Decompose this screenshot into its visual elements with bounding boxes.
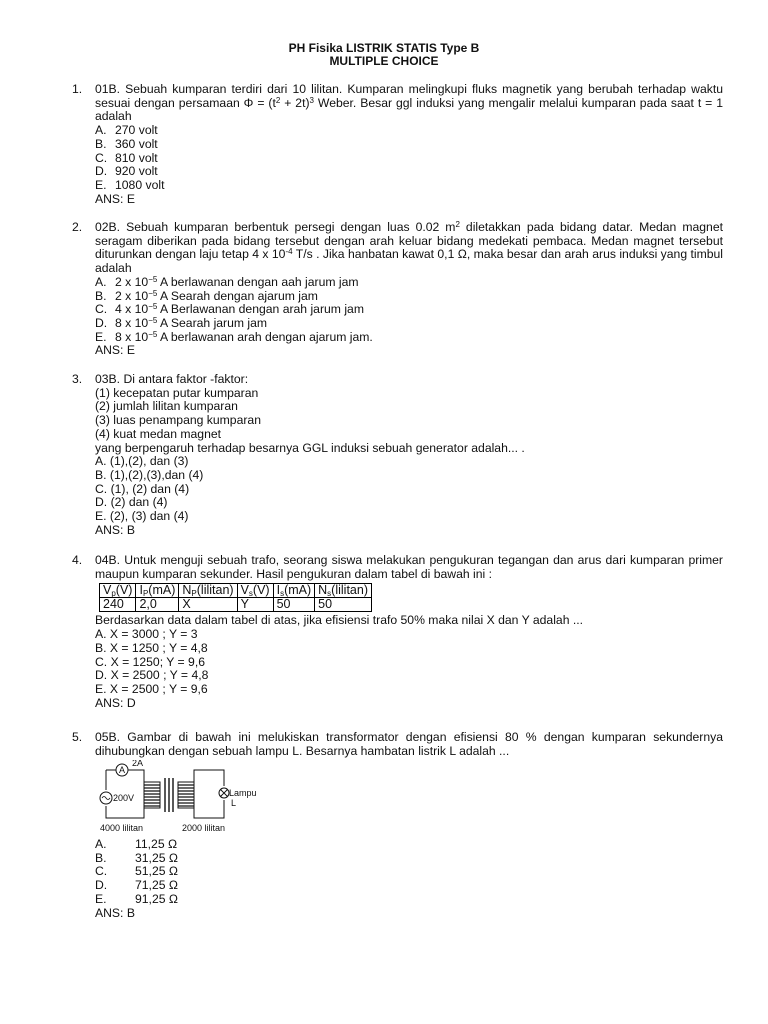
question-stem: 01B. Sebuah kumparan terdiri dari 10 lilitan. Kumparan melingkupi fluks magnetik yang berubah terhadap waktu sesuai dengan persamaan $\Phi = (t^2 + 2t)^3$ Weber. Besar ggl induksi yang mengalir melalui kumparan pada saat t = 1 adalah bbox=[95, 82, 723, 124]
option-b: B. 360 volt bbox=[95, 136, 158, 151]
current-label: 2A bbox=[132, 760, 144, 768]
option-b: B. 31,25 Ω bbox=[95, 850, 178, 865]
question-number: 2. bbox=[72, 220, 83, 234]
factor-item: (1) kecepatan putar kumparan bbox=[95, 385, 259, 400]
factor-item: (2) jumlah lilitan kumparan bbox=[95, 399, 238, 414]
secondary-coil-icon bbox=[178, 782, 194, 808]
option-a: A. 2 x $10^{-5}$ A berlawanan dengan aah jarum jam bbox=[95, 274, 359, 289]
question-stem-continued: Berdasarkan data dalam tabel di atas, jika efisiensi trafo 50% maka nilai X dan Y adalah ... bbox=[95, 613, 584, 628]
option-c: C. (1), (2) dan (4) bbox=[95, 481, 190, 496]
iron-core-icon bbox=[165, 778, 173, 812]
primary-coil-icon bbox=[144, 782, 160, 808]
factor-item: (3) luas penampang kumparan bbox=[95, 413, 261, 428]
question-stem: 02B. Sebuah kumparan berbentuk persegi dengan luas 0.02 $m^2$ diletakkan pada bidang datar. Medan magnet seragam diberikan pada bidang tersebut dengan arah keluar bidang medekati pembaca. Medan magnet tersebut diturunkan dengan laju tetap 4 x $10^{-4}$ T/s . Jika hanbatan kawat 0,1 Ω, maka besar dan arah arus induksi yang timbul adalah bbox=[95, 220, 724, 276]
answer-key: ANS: E bbox=[95, 343, 135, 358]
option-e: E. (2), (3) dan (4) bbox=[95, 509, 189, 524]
option-c: C. X = 1250; Y = 9,6 bbox=[95, 654, 205, 669]
option-a: A. 11,25 Ω bbox=[95, 837, 178, 851]
source-voltage-label: 200V bbox=[113, 793, 135, 803]
table-header-cell: $V_p(V)$ bbox=[100, 584, 136, 598]
option-c: C. 4 x $10^{-5}$ A Berlawanan dengan arah jarum jam bbox=[95, 302, 364, 317]
question-number: 5. bbox=[72, 730, 83, 744]
table-cell: Y bbox=[237, 598, 273, 612]
option-b: B. 2 x $10^{-5}$ A Searah dengan ajarum jam bbox=[95, 288, 318, 303]
option-a: A. (1),(2), dan (3) bbox=[95, 454, 189, 469]
option-d: D. 8 x $10^{-5}$ A Searah jarum jam bbox=[95, 315, 268, 330]
option-d: D. X = 2500 ; Y = 4,8 bbox=[95, 668, 209, 683]
option-d: D. 71,25 Ω bbox=[95, 878, 178, 893]
table-cell: 2,0 bbox=[136, 598, 179, 612]
answer-key: ANS: E bbox=[95, 191, 135, 206]
table-header-cell: $I_P(mA)$ bbox=[136, 584, 179, 598]
answer-key: ANS: B bbox=[95, 522, 135, 537]
primary-turns-label: 4000 lilitan bbox=[100, 823, 144, 833]
secondary-turns-label: 2000 lilitan bbox=[182, 823, 226, 833]
table-cell: 50 bbox=[273, 598, 315, 612]
option-e: E. X = 2500 ; Y = 9,6 bbox=[95, 681, 208, 696]
question-stem-continued: yang berpengaruh terhadap besarnya GGL induksi sebuah generator adalah... . bbox=[95, 440, 525, 455]
answer-key: ANS: B bbox=[95, 905, 135, 920]
question-number: 3. bbox=[72, 372, 83, 386]
option-c: C. 51,25 Ω bbox=[95, 864, 178, 879]
table-header-cell: $N_P(lilitan)$ bbox=[179, 584, 237, 598]
option-d: D. 920 volt bbox=[95, 164, 158, 179]
table-row bbox=[100, 598, 372, 612]
option-e: E. 1080 volt bbox=[95, 177, 165, 192]
option-b: B. X = 1250 ; Y = 4,8 bbox=[95, 640, 208, 655]
option-a: A. 270 volt bbox=[95, 123, 158, 138]
measurement-table bbox=[99, 583, 372, 612]
document-title: PH Fisika LISTRIK STATIS Type B bbox=[288, 41, 480, 55]
option-d: D. (2) dan (4) bbox=[95, 495, 168, 510]
option-e: E. 91,25 Ω bbox=[95, 891, 178, 906]
table-cell: 50 bbox=[315, 598, 372, 612]
ammeter-label: A bbox=[119, 765, 126, 775]
table-header-cell: $V_s(V)$ bbox=[237, 584, 273, 598]
table-header-row bbox=[100, 584, 372, 598]
question-stem: 03B. Di antara faktor -faktor: bbox=[95, 372, 249, 386]
table-cell: 240 bbox=[100, 598, 136, 612]
option-e: E. 8 x $10^{-5}$ A berlawanan arah dengan ajarum jam. bbox=[95, 329, 373, 344]
question-number: 4. bbox=[72, 553, 83, 567]
document-subtitle: MULTIPLE CHOICE bbox=[329, 54, 439, 68]
lamp-label: Lampu bbox=[229, 788, 257, 798]
question-stem: 04B. Untuk menguji sebuah trafo, seorang siswa melakukan pengukuran tegangan dan arus dari kumparan primer maupun kumparan sekunder. Hasil pengukuran dalam tabel di bawah ini : bbox=[95, 553, 723, 581]
option-c: C. 810 volt bbox=[95, 150, 158, 165]
table-cell: X bbox=[179, 598, 237, 612]
lamp-name: L bbox=[231, 798, 237, 808]
question-stem: 05B. Gambar di bawah ini melukiskan transformator dengan efisiensi 80 % dengan kumparan sekundernya dihubungkan dengan sebuah lampu L. Besarnya hambatan listrik L adalah ... bbox=[95, 730, 723, 758]
option-b: B. (1),(2),(3),dan (4) bbox=[95, 467, 204, 482]
transformer-circuit-diagram bbox=[96, 760, 266, 836]
factor-item: (4) kuat medan magnet bbox=[95, 426, 222, 441]
table-header-cell: $I_s(mA)$ bbox=[273, 584, 315, 598]
answer-key: ANS: D bbox=[95, 695, 136, 710]
option-a: A. X = 3000 ; Y = 3 bbox=[95, 627, 198, 642]
table-header-cell: $N_s(lilitan)$ bbox=[315, 584, 372, 598]
question-number: 1. bbox=[72, 82, 83, 96]
